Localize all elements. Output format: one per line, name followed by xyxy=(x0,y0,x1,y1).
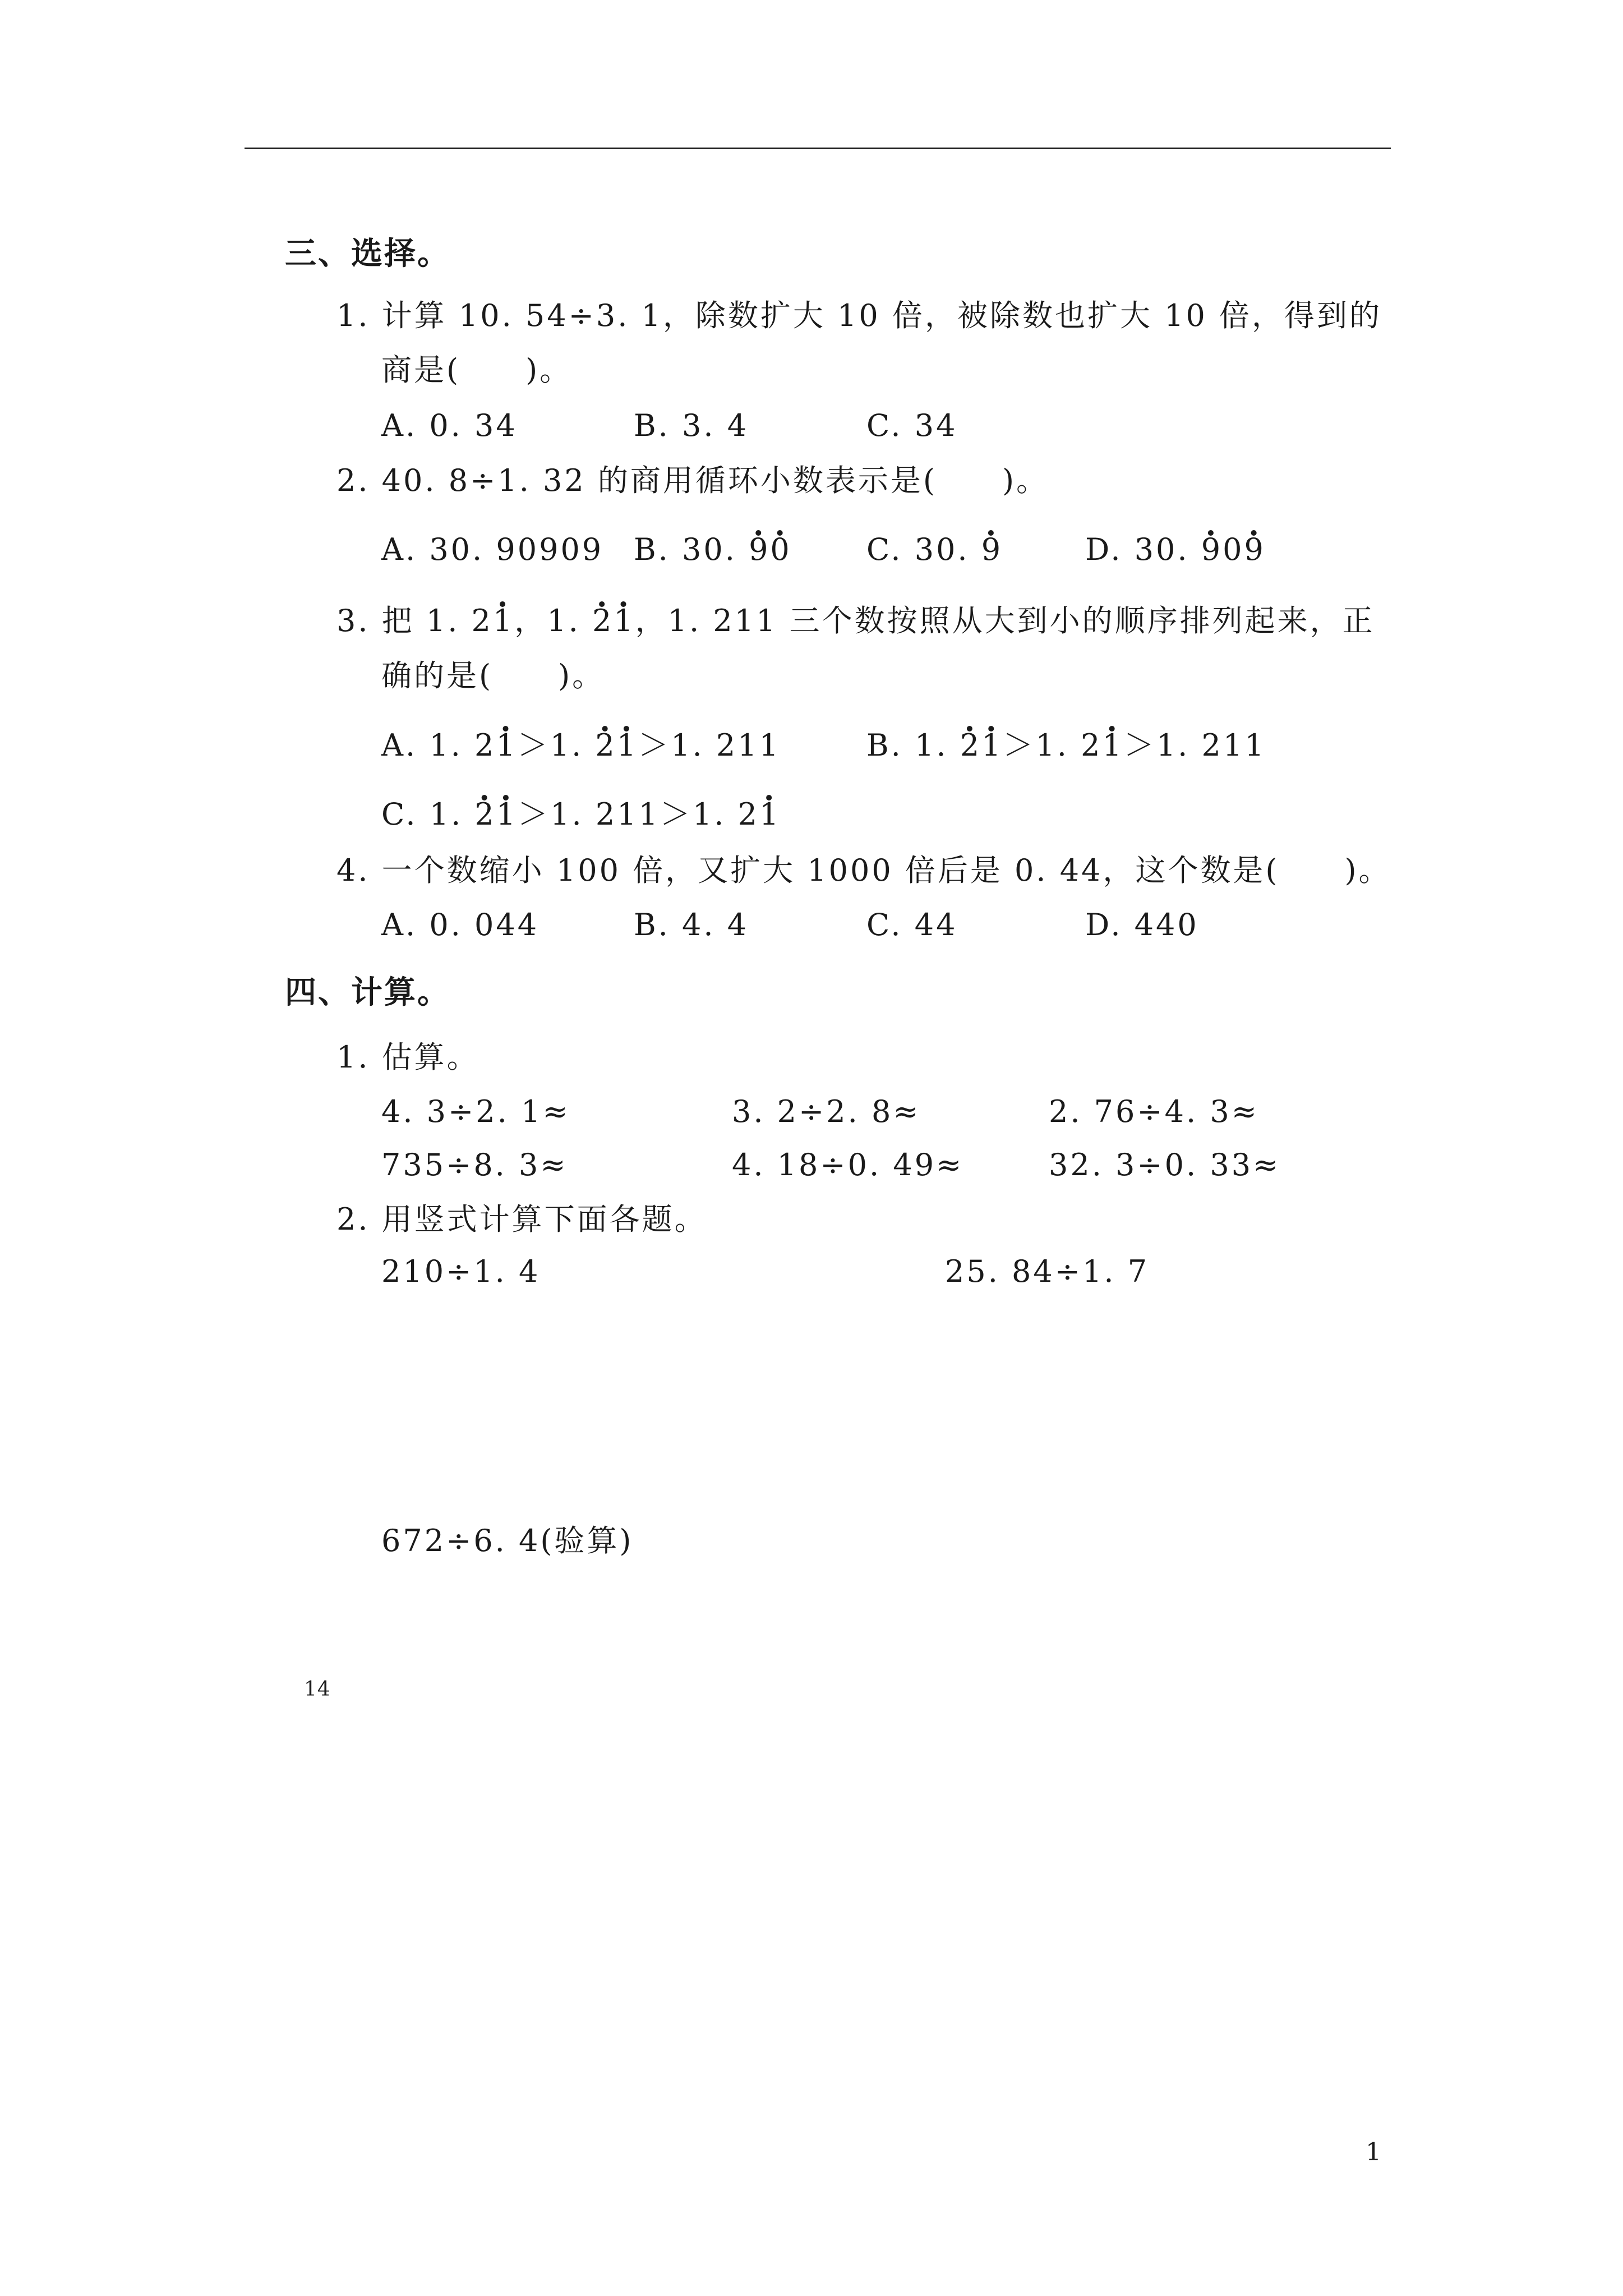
q4-option-c: C. 44 xyxy=(866,907,958,942)
q4-option-b: B. 4. 4 xyxy=(634,907,749,942)
q2-option-b: B. 30. · 9· 0 xyxy=(634,535,792,565)
q1-option-b: B. 3. 4 xyxy=(634,408,749,443)
q1-line2: 商是( )。 xyxy=(381,352,573,388)
q2-option-a: A. 30. 90909 xyxy=(381,532,604,567)
estimate-item: 735÷8. 3≈ xyxy=(381,1147,568,1182)
estimate-item: 32. 3÷0. 33≈ xyxy=(1049,1147,1281,1182)
q2-option-c: C. 30. · 9 xyxy=(866,535,1003,565)
section3-title: 三、选择。 xyxy=(285,236,450,272)
estimate-item: 3. 2÷2. 8≈ xyxy=(732,1094,921,1129)
q3-option-c: C. 1. · 2· 1＞1. 211＞1. 2· 1 xyxy=(381,799,781,830)
q3-stem: 3. 把 1. 2· 1，1. · 2· 1，1. 211 三个数按照从大到小的顺序排列起来，正 xyxy=(336,606,1375,636)
section4-title: 四、计算。 xyxy=(285,974,450,1011)
header-rule xyxy=(245,148,1391,149)
q1-line1: 1. 计算 10. 54÷3. 1，除数扩大 10 倍，被除数也扩大 10 倍，得到的 xyxy=(336,298,1382,333)
q2-stem: 2. 40. 8÷1. 32 的商用循环小数表示是( )。 xyxy=(336,463,1049,498)
estimate-item: 4. 18÷0. 49≈ xyxy=(732,1147,964,1182)
vertical-calc-problem: 25. 84÷1. 7 xyxy=(945,1254,1150,1289)
book-page-number: 14 xyxy=(304,1678,331,1701)
q4-option-a: A. 0. 044 xyxy=(381,907,540,942)
q4-stem: 4. 一个数缩小 100 倍，又扩大 1000 倍后是 0. 44，这个数是( )。 xyxy=(336,853,1391,888)
estimate-item: 4. 3÷2. 1≈ xyxy=(381,1094,570,1129)
q3-option-a: A. 1. 2· 1＞1. · 2· 1＞1. 211 xyxy=(381,730,781,761)
q3-line2: 确的是( )。 xyxy=(381,658,605,693)
vertical-calc-heading: 2. 用竖式计算下面各题。 xyxy=(336,1202,707,1237)
page-number: 1 xyxy=(1366,2138,1384,2166)
estimate-heading: 1. 估算。 xyxy=(336,1039,479,1075)
q4-option-d: D. 440 xyxy=(1085,907,1199,942)
q2-option-d: D. 30. · 90· 9 xyxy=(1085,535,1266,565)
q1-option-a: A. 0. 34 xyxy=(381,408,518,443)
vertical-calc-problem: 210÷1. 4 xyxy=(381,1254,541,1289)
estimate-item: 2. 76÷4. 3≈ xyxy=(1049,1094,1259,1129)
q1-option-c: C. 34 xyxy=(866,408,958,443)
vertical-calc-problem: 672÷6. 4(验算) xyxy=(381,1523,634,1558)
q3-option-b: B. 1. · 2· 1＞1. 2· 1＞1. 211 xyxy=(866,730,1266,761)
